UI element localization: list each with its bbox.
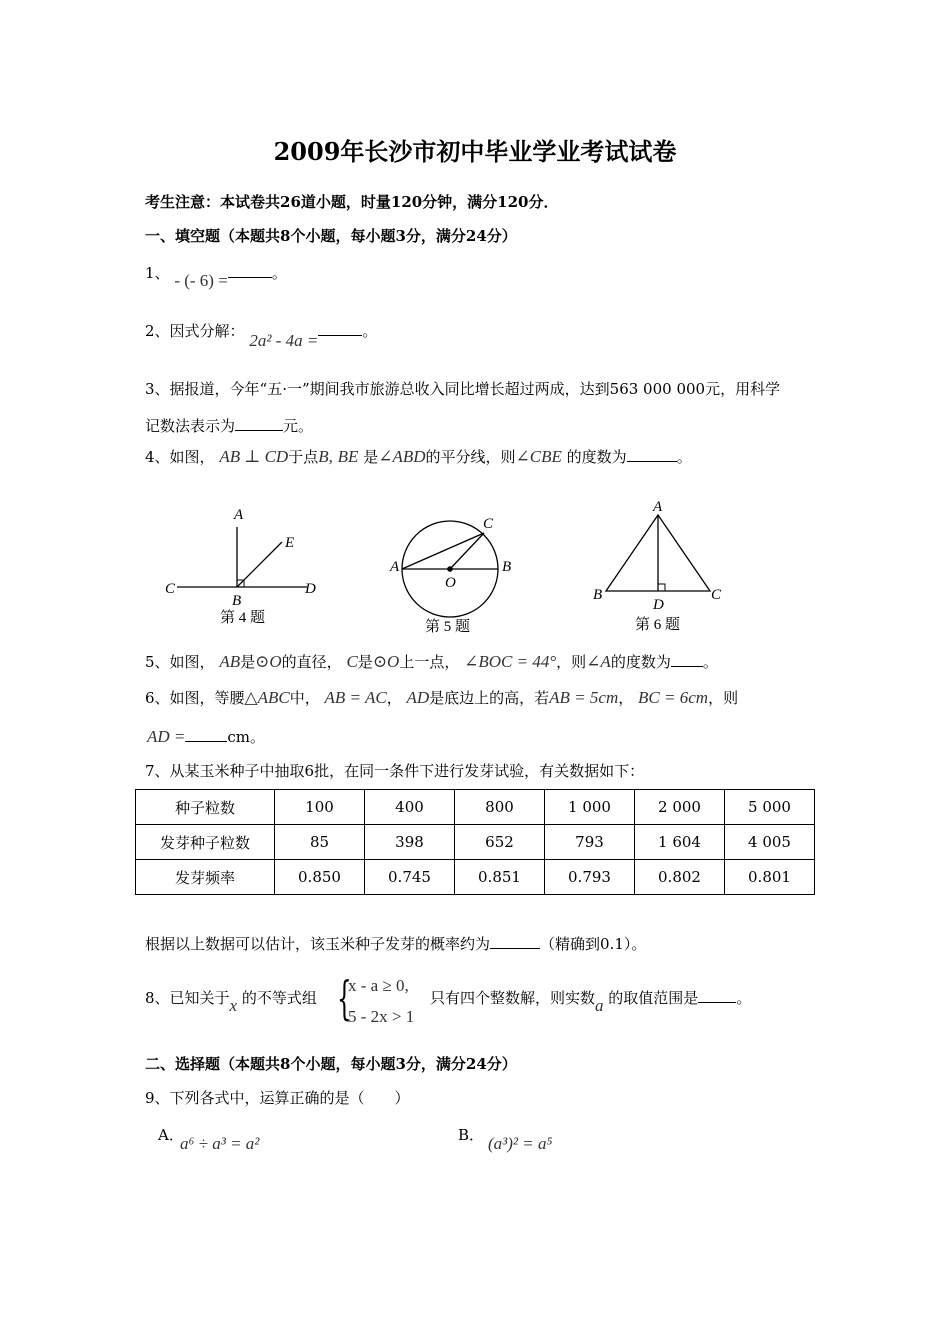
table-row: [136, 790, 815, 825]
q9-option-b-label: B．: [458, 1126, 485, 1144]
fig4-label-a: A: [234, 507, 244, 523]
fig6-label-c: C: [711, 587, 722, 603]
question-9: 9、下列各式中，运算正确的是（ ）: [145, 1089, 410, 1107]
q4-text-1: 于点: [288, 448, 319, 466]
q6-math-5: BC = 6cm: [638, 688, 709, 707]
section-1-heading: 一、填空题（本题共8个小题，每小题3分，满分24分）: [145, 227, 517, 245]
table-cell: 4 005: [725, 825, 815, 860]
q6-number: 6、如图，等腰: [145, 689, 245, 707]
fig6-label-a: A: [653, 499, 663, 515]
q2-end: 。: [362, 322, 378, 340]
question-7-followup: [145, 933, 646, 954]
q5-text-5: ，则: [556, 653, 587, 671]
q4-math-4: ∠ABD: [378, 447, 426, 466]
table-cell: 1 000: [545, 790, 635, 825]
q8-answer-blank: [698, 988, 736, 1003]
table-cell: 0.851: [455, 860, 545, 895]
q8-text-1: 8、已知关于: [145, 989, 230, 1007]
q6-text-2: ，: [386, 689, 402, 707]
q7-answer-blank: [490, 934, 540, 949]
fig5-label-o: O: [445, 575, 456, 591]
page-title: 2009年长沙市初中毕业学业考试试卷: [273, 137, 677, 166]
fig4-label-e: E: [285, 535, 295, 551]
question-5: [145, 651, 718, 672]
q5-end: 。: [702, 653, 718, 671]
exam-notice: 考生注意：本试卷共26道小题，时量120分钟，满分120分．: [145, 193, 559, 211]
q8-inequality-1: x - a ≥ 0,: [348, 976, 409, 995]
question-6-line-2: [147, 726, 265, 747]
table-cell: 0.801: [725, 860, 815, 895]
section-2-heading: 二、选择题（本题共8个小题，每小题3分，满分24分）: [145, 1055, 517, 1073]
q3-text: 记数法表示为: [145, 417, 236, 435]
q5-number: 5、如图，: [145, 653, 215, 671]
table-cell: 2 000: [635, 790, 725, 825]
q1-answer-blank: [228, 263, 272, 278]
fig4-caption: 第 4 题: [220, 610, 266, 626]
q5-math-3: C: [346, 652, 358, 671]
q5-text-6: 的度数为: [610, 653, 671, 671]
table-cell: 85: [275, 825, 365, 860]
q4-math-1: AB ⊥ CD: [219, 447, 289, 466]
fig4-label-d: D: [305, 581, 316, 597]
fig5-caption: 第 5 题: [425, 619, 471, 635]
q5-text-1: 是: [240, 653, 256, 671]
q4-math-3: BE: [337, 447, 359, 466]
question-3-line-2: [145, 415, 313, 436]
table-cell: 793: [545, 825, 635, 860]
q4-text-2: 是: [363, 448, 379, 466]
q8-inequality-2: 5 - 2x > 1: [348, 1007, 415, 1026]
q4-number: 4、如图，: [145, 448, 215, 466]
table-cell: 0.793: [545, 860, 635, 895]
q9-option-b: (a³)² = a⁵: [488, 1134, 553, 1153]
fig6-caption: 第 6 题: [635, 617, 681, 633]
q8-end: 。: [736, 989, 752, 1007]
q5-math-2: ⊙O: [255, 652, 282, 671]
q5-math-5: ∠BOC = 44°: [464, 652, 557, 671]
q7b-precision: （精确到0.1）。: [540, 935, 647, 953]
q6-text-5: ，则: [708, 689, 739, 707]
q2-answer-blank: [318, 321, 362, 336]
table-cell: 398: [365, 825, 455, 860]
question-4: [145, 446, 692, 467]
table-row: [136, 860, 815, 895]
question-2: [145, 320, 378, 350]
q8-var-x: x: [229, 996, 238, 1015]
table-cell: 800: [455, 790, 545, 825]
fig6-label-d: D: [653, 597, 664, 613]
q1-end: 。: [271, 264, 287, 282]
fig5-label-c: C: [483, 516, 494, 532]
q6-math-1: △ABC: [244, 688, 290, 707]
figure-4: [165, 507, 316, 626]
table-cell: 种子粒数: [136, 790, 275, 825]
germination-table: [135, 789, 815, 895]
table-cell: 0.802: [635, 860, 725, 895]
fig4-label-c: C: [165, 581, 176, 597]
table-cell: 652: [455, 825, 545, 860]
q1-number: 1、: [145, 264, 170, 282]
q6-answer-blank: [185, 727, 227, 742]
q3-answer-blank: [235, 416, 283, 431]
question-8-tail: [430, 987, 752, 1015]
table-cell: 0.745: [365, 860, 455, 895]
q2-number: 2、因式分解：: [145, 322, 245, 340]
fig5-label-b: B: [502, 559, 512, 575]
q4-math-2: B,: [318, 447, 333, 466]
q8-text-2: 的不等式组: [241, 989, 317, 1007]
fig6-label-b: B: [593, 587, 603, 603]
q5-text-4: 上一点，: [399, 653, 460, 671]
q6-unit: cm。: [227, 728, 266, 746]
question-1: [145, 262, 287, 290]
q4-end: 。: [676, 448, 692, 466]
q2-expression: 2a² - 4a =: [249, 331, 319, 350]
q5-text-2: 的直径，: [281, 653, 342, 671]
q8-text-4: 的取值范围是: [608, 989, 699, 1007]
figure-6: [593, 499, 722, 633]
q4-text-4: 的度数为: [566, 448, 627, 466]
q5-math-4: ⊙O: [372, 652, 400, 671]
q8-var-a: a: [595, 996, 604, 1015]
table-cell: 发芽频率: [136, 860, 275, 895]
table-cell: 发芽种子粒数: [136, 825, 275, 860]
question-7: 7、从某玉米种子中抽取6批，在同一条件下进行发芽试验，有关数据如下：: [145, 762, 645, 780]
question-3-line-1: 3、据报道，今年“五·一”期间我市旅游总收入同比增长超过两成，达到563 000 000元，用科学: [145, 380, 781, 398]
q6-math-3: AD: [406, 688, 430, 707]
q5-math-1: AB: [219, 652, 241, 671]
q1-expression: - (- 6) =: [174, 271, 228, 290]
fig4-label-b: B: [232, 593, 242, 609]
table-row: [136, 825, 815, 860]
q6-math-6: AD =: [147, 727, 186, 746]
fig5-label-a: A: [390, 559, 400, 575]
question-8: [145, 987, 317, 1015]
q5-math-6: ∠A: [586, 652, 611, 671]
q4-answer-blank: [627, 447, 677, 462]
q6-text-4: ，: [618, 689, 634, 707]
q6-math-4: AB = 5cm: [549, 688, 619, 707]
q3-unit: 元。: [283, 417, 314, 435]
table-cell: 400: [365, 790, 455, 825]
q4-text-3: 的平分线，则: [425, 448, 516, 466]
q6-text-3: 是底边上的高，若: [429, 689, 550, 707]
question-6: [145, 687, 738, 708]
q5-text-3: 是: [357, 653, 373, 671]
q9-option-a: a⁶ ÷ a³ = a²: [180, 1134, 260, 1153]
q7b-text: 根据以上数据可以估计，该玉米种子发芽的概率约为: [145, 935, 491, 953]
figure-5: [389, 516, 511, 635]
table-cell: 5 000: [725, 790, 815, 825]
table-cell: 0.850: [275, 860, 365, 895]
q4-math-5: ∠CBE: [515, 447, 562, 466]
table-cell: 1 604: [635, 825, 725, 860]
q8-text-3: 只有四个整数解，则实数: [430, 989, 596, 1007]
table-cell: 100: [275, 790, 365, 825]
q6-math-2: AB = AC: [324, 688, 387, 707]
brace-icon: {: [337, 971, 352, 1025]
q6-text-1: 中，: [289, 689, 320, 707]
geometry-figures: [150, 495, 830, 645]
q5-answer-blank: [671, 652, 703, 667]
q9-option-a-label: A．: [158, 1126, 184, 1144]
